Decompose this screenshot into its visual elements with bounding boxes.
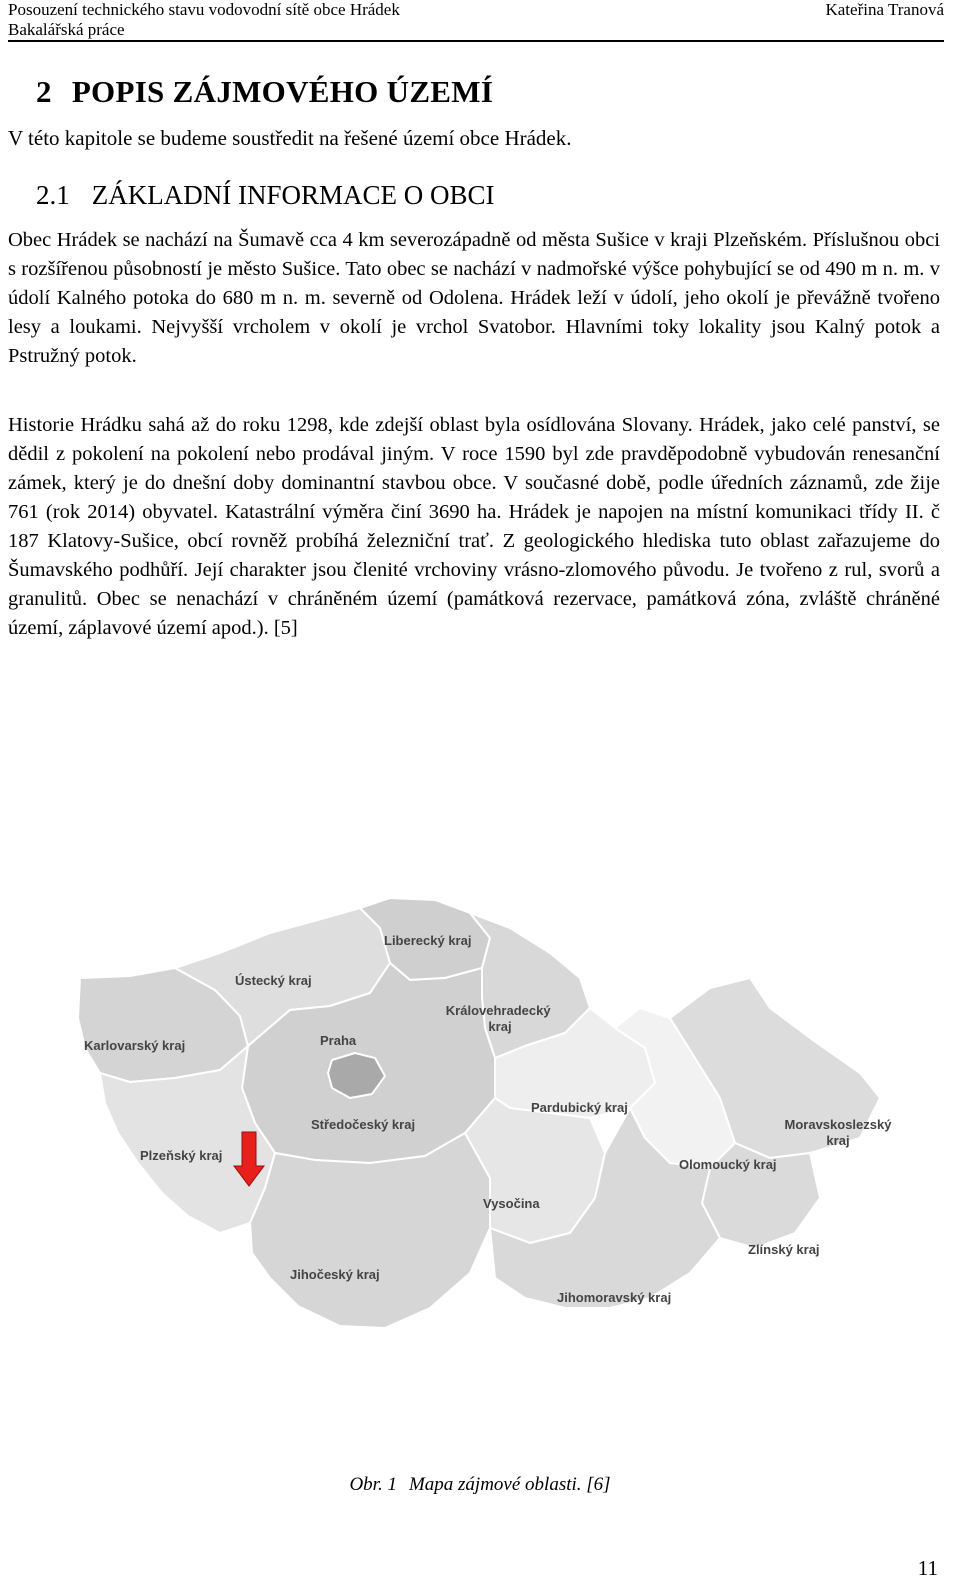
region-jihocesky <box>250 1133 490 1328</box>
label-zlinsky: Zlínský kraj <box>748 1242 820 1257</box>
page-number: 11 <box>917 1556 938 1580</box>
section-number: 2.1 <box>36 180 70 210</box>
label-liberecky: Liberecký kraj <box>384 933 472 948</box>
page-header <box>8 0 944 42</box>
figure-caption <box>0 1474 960 1496</box>
label-praha: Praha <box>320 1033 357 1048</box>
paragraph-history: Historie Hrádku sahá až do roku 1298, kde zdejší oblast byla osídlována Slovany. Hrádek, jako celé panství, se dědil z pokolení na pokolení nebo prodával jiným. V roce 1590 byl zde pravděpodobně vybudován renesanční zámek, který je do dnešní doby dominantní stavbou obce. V současné době, podle úředních záznamů, zde žije 761 (rok 2014) obyvatel. Katastrální výměra činí 3690 ha. Hrádek je napojen na místní komunikaci třídy II. č 187 Klatovy-Sušice, obcí rovněž probíhá železniční trať. Z geologického hlediska tuto oblast zařazujeme do Šumavského podhůří. Její charakter jsou členité vrchoviny vrásno-zlomového původu. Je tvořeno z rul, svorů a granulitů. Obec se nenachází v chráněném území (památková rezervace, památková zóna, zvláště chráněné území, záplavové území apod.). [5] <box>8 414 940 639</box>
label-pardubicky: Pardubický kraj <box>531 1100 628 1115</box>
chapter-number: 2 <box>36 74 52 109</box>
czech-regions-map <box>70 898 950 1353</box>
label-vysocina: Vysočina <box>483 1196 540 1211</box>
label-jihocesky: Jihočeský kraj <box>290 1267 380 1282</box>
label-kralovehradecky-line2: kraj <box>488 1019 512 1034</box>
header-subtitle: Bakalářská práce <box>8 20 125 39</box>
label-karlovarsky: Karlovarský kraj <box>84 1038 186 1053</box>
label-plzensky: Plzeňský kraj <box>140 1148 223 1163</box>
header-author: Kateřina Tranová <box>825 0 944 19</box>
chapter-title: POPIS ZÁJMOVÉHO ÚZEMÍ <box>71 74 494 109</box>
label-kralovehradecky-line1: Královehradecký <box>445 1003 551 1018</box>
chapter-heading <box>36 74 493 110</box>
label-moravskoslezsky: Moravskoslezský kraj <box>784 1117 892 1148</box>
section-heading <box>36 180 495 211</box>
label-ustecky: Ústecký kraj <box>235 973 312 988</box>
header-title: Posouzení technického stavu vodovodní sítě obce Hrádek <box>8 0 400 19</box>
figure-text: Mapa zájmové oblasti. [6] <box>408 1474 611 1495</box>
label-stredocesky: Středočeský kraj <box>311 1117 416 1132</box>
section-title: ZÁKLADNÍ INFORMACE O OBCI <box>91 180 495 210</box>
chapter-intro: V této kapitole se budeme soustředit na řešené území obce Hrádek. <box>8 126 572 150</box>
header-left <box>8 0 400 40</box>
label-jihomoravsky: Jihomoravský kraj <box>557 1290 672 1305</box>
figure-label: Obr. 1 <box>349 1474 397 1495</box>
paragraph-basic-info: Obec Hrádek se nachází na Šumavě cca 4 km severozápadně od města Sušice v kraji Plzeňském. Příslušnou obci s rozšířenou působností je město Sušice. Tato obec se nachází v nadmořské výšce pohybující se od 490 m n. m. v údolí Kalného potoka do 680 m n. m. severně od Odolena. Hrádek leží v údolí, jeho okolí je převážně tvořeno lesy a loukami. Nejvyšší vrcholem v okolí je vrchol Svatobor. Hlavními toky lokality jsou Kalný potok a Pstružný potok. <box>8 229 940 367</box>
label-olomoucky: Olomoucký kraj <box>679 1157 777 1172</box>
